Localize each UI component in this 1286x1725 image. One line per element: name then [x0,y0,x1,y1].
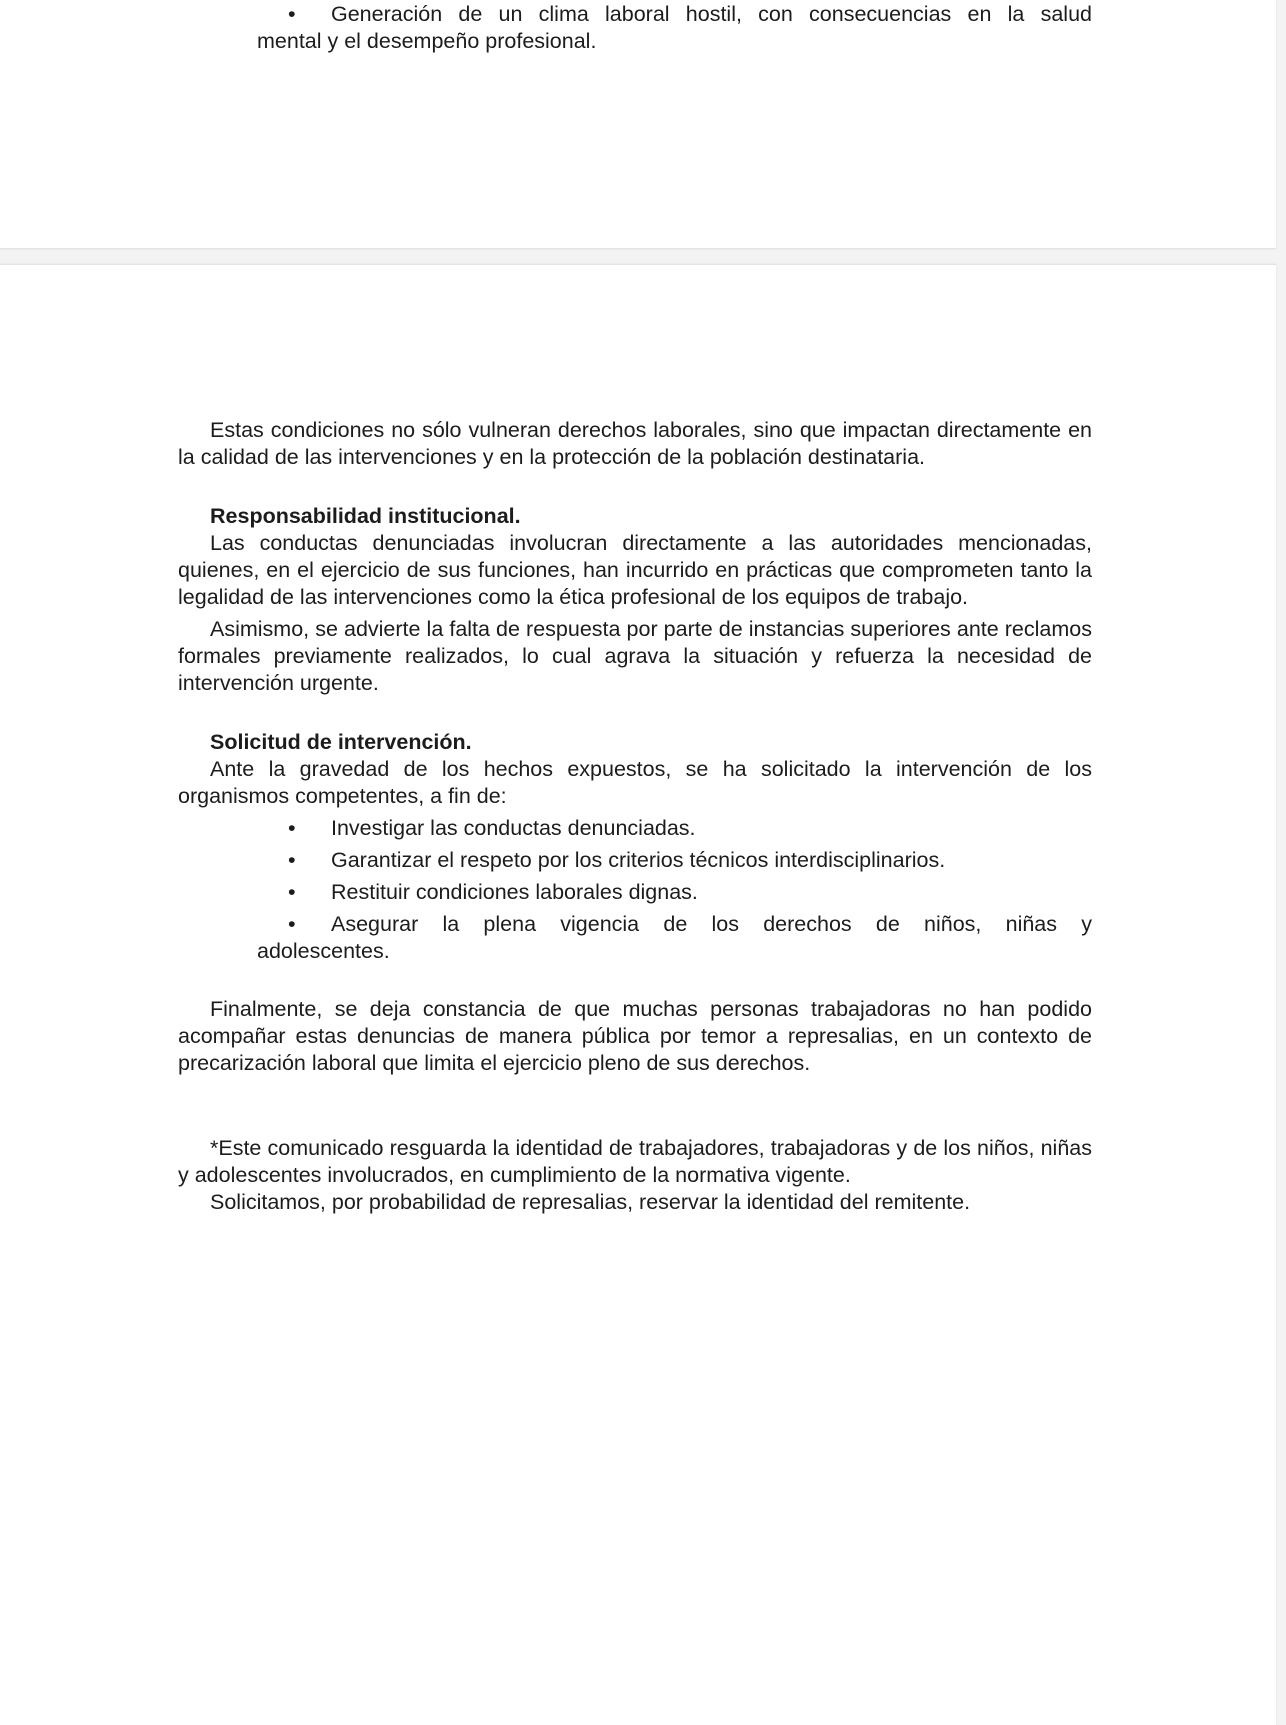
bullet-continuation: mental y el desempeño profesional. [257,29,597,53]
bullet-text: Investigar las conductas denunciadas. [331,816,696,840]
footnote-sender: Solicitamos, por probabilidad de represalias, reservar la identidad del remitente. [210,1190,971,1214]
closing-paragraph: Finalmente, se deja constancia de que muchas personas trabajadoras no han podido acompañar estas denuncias de manera pública por temor a represalias, en un contexto de precarización laboral que limita el ejercicio pleno de sus derechos. [178,997,1092,1075]
bullet-dot: • [288,848,296,872]
bullet-dot: • [288,2,296,26]
bullet-item-hostile-climate [178,1,1092,55]
request-bullet-list [178,815,1092,965]
section-heading-solicitud: Solicitud de intervención. [210,730,472,754]
bullet-continuation: adolescentes. [257,939,390,963]
page-body [178,417,1092,1216]
bullet-first-line [178,1,1092,28]
document-page-1 [0,0,1276,249]
list-item [178,815,1092,842]
spacer [178,1077,1092,1135]
intro-paragraph: Estas condiciones no sólo vulneran derechos laborales, sino que impactan directamente en la calidad de las intervenciones y en la protección de la población destinataria. [178,418,1092,469]
spacer [178,471,1092,503]
spacer [178,970,1092,996]
document-page-2 [0,264,1276,1725]
section-heading-responsabilidad: Responsabilidad institucional. [210,504,521,528]
bullet-dot: • [288,880,296,904]
footnote-identity: *Este comunicado resguarda la identidad de trabajadores, trabajadoras y de los niños, niñas y adolescentes involucrados, en cumplimiento de la normativa vigente. [178,1136,1092,1187]
section1-paragraph-2: Asimismo, se advierte la falta de respuesta por parte de instancias superiores ante reclamos formales previamente realizados, lo cual agrava la situación y refuerza la necesidad de intervención urgente. [178,617,1092,695]
section1-paragraph-1: Las conductas denunciadas involucran directamente a las autoridades mencionadas, quienes, en el ejercicio de sus funciones, han incurrido en prácticas que comprometen tanto la legalidad de las intervenciones como la ética profesional de los equipos de trabajo. [178,531,1092,609]
list-item [178,911,1092,965]
bullet-text: Asegurar la plena vigencia de los derechos de niños, niñas y [331,912,1092,936]
list-item [178,847,1092,874]
bullet-dot: • [288,912,296,936]
bullet-text: Generación de un clima laboral hostil, con consecuencias en la salud [331,2,1092,26]
list-item [178,879,1092,906]
section2-intro: Ante la gravedad de los hechos expuestos, se ha solicitado la intervención de los organismos competentes, a fin de: [178,757,1092,808]
spacer [178,697,1092,729]
bullet-dot: • [288,816,296,840]
bullet-text: Garantizar el respeto por los criterios técnicos interdisciplinarios. [331,848,946,872]
bullet-text: Restituir condiciones laborales dignas. [331,880,698,904]
